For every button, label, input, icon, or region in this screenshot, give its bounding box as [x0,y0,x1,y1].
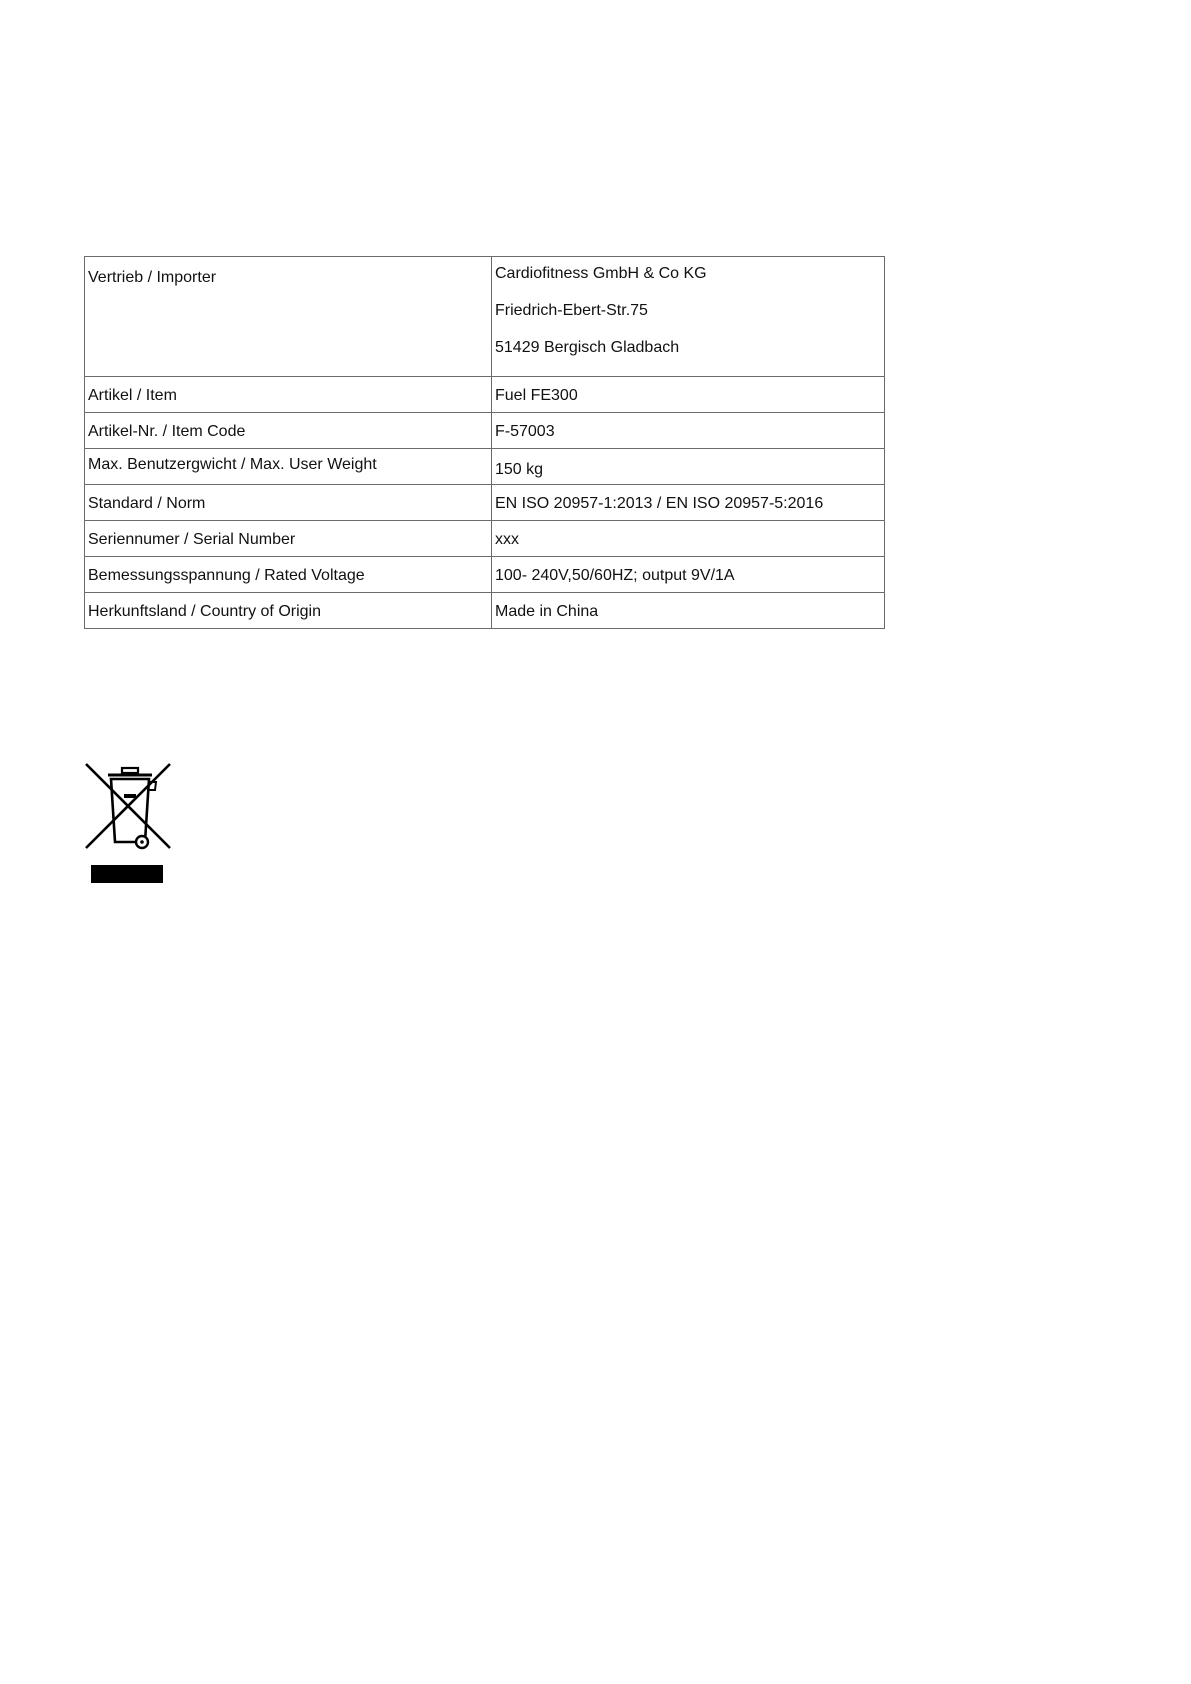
table-row [85,257,885,377]
table-row [85,485,885,521]
row-value-standard: EN ISO 20957-1:2013 / EN ISO 20957-5:2016 [492,485,885,521]
row-label-serial: Seriennumer / Serial Number [85,521,492,557]
table-row [85,521,885,557]
table-row [85,449,885,485]
importer-city: 51429 Bergisch Gladbach [495,339,680,356]
row-label-origin: Herkunftsland / Country of Origin [85,593,492,629]
importer-company: Cardiofitness GmbH & Co KG [495,265,707,282]
row-label-item-code: Artikel-Nr. / Item Code [85,413,492,449]
importer-street: Friedrich-Ebert-Str.75 [495,302,648,319]
table-row [85,557,885,593]
row-value-serial: xxx [492,521,885,557]
row-value-max-weight: 150 kg [492,449,885,485]
table-row [85,377,885,413]
row-label-max-weight: Max. Benutzergwicht / Max. User Weight [85,449,492,485]
product-spec-table [84,256,885,629]
table-row [85,413,885,449]
row-value-voltage: 100- 240V,50/60HZ; output 9V/1A [492,557,885,593]
row-value-item: Fuel FE300 [492,377,885,413]
row-label-importer: Vertrieb / Importer [85,257,492,377]
row-label-item: Artikel / Item [85,377,492,413]
row-label-standard: Standard / Norm [85,485,492,521]
row-value-item-code: F-57003 [492,413,885,449]
row-value-importer [492,257,885,377]
crossed-out-wheelie-bin-icon [84,762,174,886]
row-label-voltage: Bemessungsspannung / Rated Voltage [85,557,492,593]
row-value-origin: Made in China [492,593,885,629]
table-row [85,593,885,629]
